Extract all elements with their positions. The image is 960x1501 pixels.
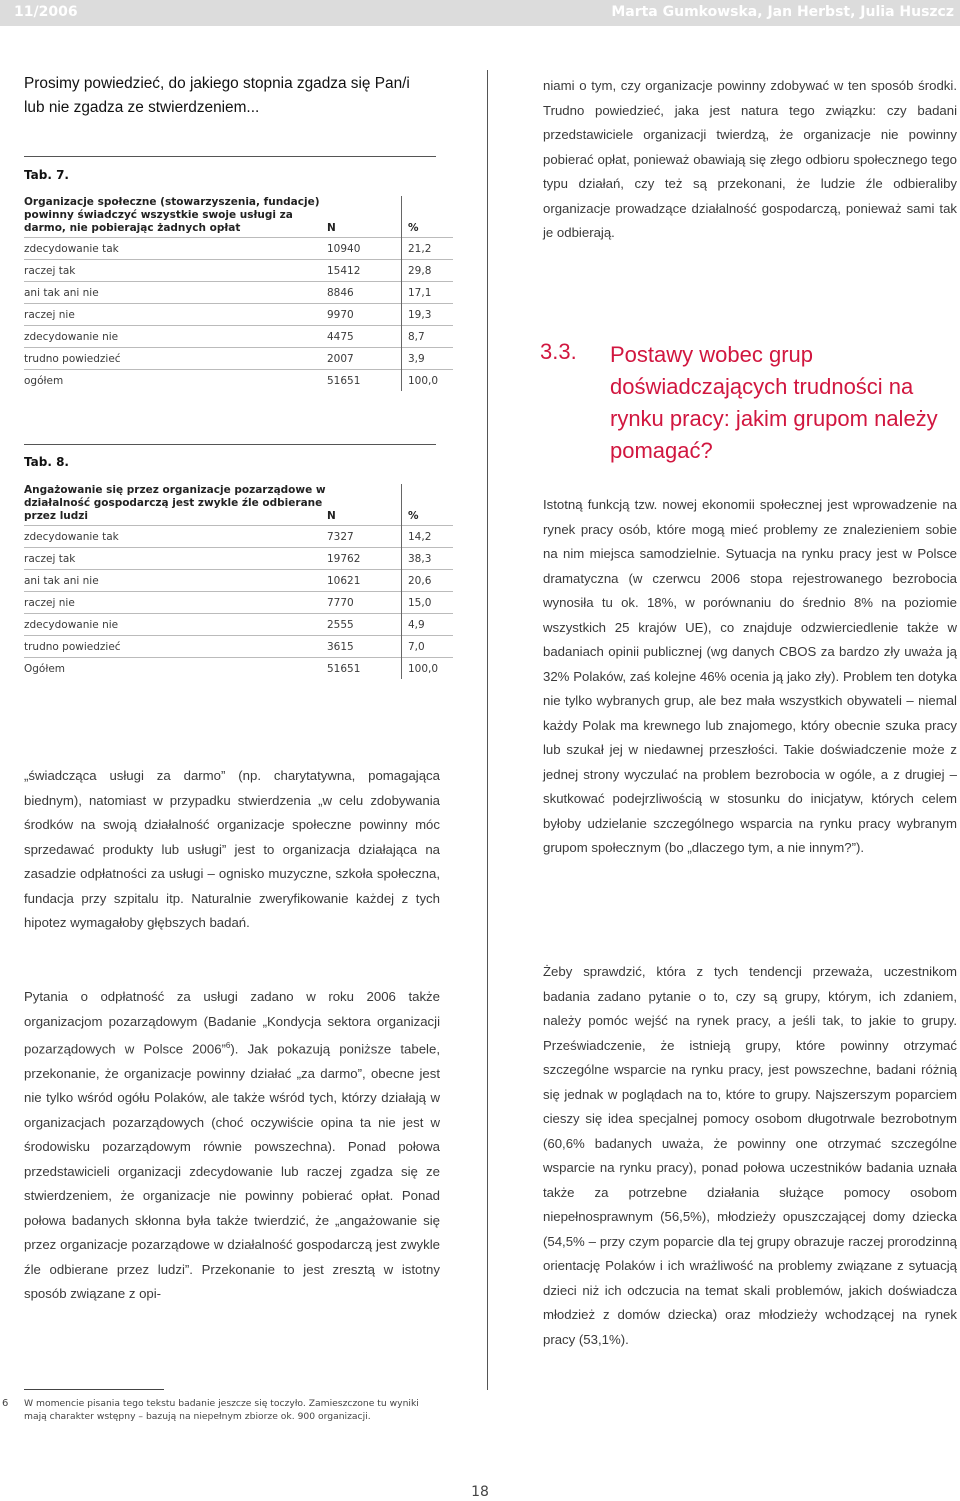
table-cell: 20,6: [402, 570, 454, 592]
left-paragraph-1: „świadcząca usługi za darmo” (np. charytatywna, pomagająca biednym), natomiast w przypadku stwierdzenia „w celu zdobywania środków na swoją działalność organizacje społeczne powinny móc sprzedawać produkty lub usługi” jest to organizacja działająca na zasadzie odpłatności za usługi – ognisko muzyczne, szkoła społeczna, fundacja przy szpitalu itp. Naturalnie zweryfikowanie każdej z tych hipotez wymagałoby głębszych badań.: [24, 768, 440, 930]
table-header-cell: Angażowanie się przez organizacje pozarządowe w działalność gospodarczą jest zwykle źle odbierane przez ludzi: [24, 484, 326, 522]
footnote-ref: 6: [225, 1041, 231, 1050]
table-row: [24, 614, 453, 636]
table-cell: 15412: [327, 260, 402, 282]
right-paragraph-3: Żeby sprawdzić, która z tych tendencji przeważa, uczestnikom badania zadano pytanie o to, czy są grupy, którym, ich zdaniem, należy pomóc wejść na rynek pracy, a jeśli tak, to jakie to grupy. Przeświadczenie, że istnieją grupy, które powinny otrzymać szczególne wsparcie na rynku pracy, jest powszechne, badani różnią się jednak w poglądach na to, które to grupy. Najszerszym poparciem cieszy się idea specjalnej pomocy osobom długotrwale bezrobotnym (60,6% badanych uważa, że powinny one otrzymać szczególne wsparcie na rynku pracy), ponad połowa uczestników badania uznała także za potrzebne działania służące pomocy osobom niepełnosprawnym (56,5%), młodzieży opuszczającej domy dziecka (54,5% – przy czym poparcie dla tej grupy obrazuje raczej prorodzinną orientację Polaków i ich wrażliwość na problemy związane z sytuacją dzieci niż ich odczucia na temat skali problemów, jakich doświadcza młodzież z domów dziecka) oraz młodzieży wchodzącej na rynek pracy (53,1%).: [543, 964, 957, 1347]
table-cell: zdecydowanie nie: [24, 614, 327, 636]
table-cell: Ogółem: [24, 658, 327, 680]
table-row: [24, 304, 453, 326]
table-header-cell: N: [327, 196, 402, 238]
table-header-cell: %: [408, 222, 419, 234]
table-cell: 2555: [327, 614, 402, 636]
table-row: [24, 636, 453, 658]
issue-number: 11/2006: [14, 4, 78, 20]
table-cell: 8846: [327, 282, 402, 304]
tab7-table: [24, 196, 453, 391]
tab7-rule: [24, 156, 436, 157]
table-header-cell: %: [408, 510, 419, 522]
table-cell: raczej tak: [24, 548, 327, 570]
table-cell: raczej nie: [24, 304, 327, 326]
tab8-table: [24, 484, 453, 679]
table-header-row: [24, 196, 453, 238]
column-divider: [487, 70, 488, 1390]
tab8-rule: [24, 444, 436, 445]
right-paragraph-2: Istotną funkcją tzw. nowej ekonomii społecznej jest wprowadzenie na rynek pracy osób, które mogą mieć problemy ze znalezieniem sobie na nim miejsca samodzielnie. Sytuacja na rynku pracy jest w Polsce dramatyczna (w czerwcu 2006 stopa rejestrowanego bezrobocia wynosiła tu ok. 18%, w porównaniu do średnio 8% na poziomie wszystkich 25 krajów UE), co znajduje odzwierciedlenie także w badaniach opinii publicznej (wg danych CBOS za bardzo zły uważa ją 32% Polaków, zaś kolejne 46% ocenia ją jako zły). Problem ten dotyka nie tylko wybranych grup, ale bez mała wszystkich obywateli – niemal każdy Polak ma krewnego lub znajomego, który obecnie szuka pracy lub szukał jej w niedawnej przeszłości. Takie doświadczenie może z jednej strony wyczulać na problem bezrobocia w ogóle, a z drugiej – skutkować podejrzliwością w stosunku do inicjatyw, których celem byłoby udzielanie szczególnego wsparcia na rynku pracy wybranym grupom społecznym (bo „dlaczego tym, a nie innym?”).: [543, 497, 957, 855]
footnote-rule: [24, 1389, 164, 1390]
table-cell: 38,3: [402, 548, 454, 570]
table-row: [24, 526, 453, 548]
table-cell: 2007: [327, 348, 402, 370]
table-cell: 14,2: [402, 526, 454, 548]
table-cell: 7,0: [402, 636, 454, 658]
page-number: [0, 1484, 960, 1500]
table-cell: 3,9: [402, 348, 454, 370]
section-number: 3.3.: [540, 339, 577, 364]
tab7-label: Tab. 7.: [24, 168, 69, 182]
table-cell: 19,3: [402, 304, 454, 326]
table-header-cell: Organizacje społeczne (stowarzyszenia, fundacje) powinny świadczyć wszystkie swoje usługi za darmo, nie pobierając żadnych opłat: [24, 196, 320, 234]
table-cell: 3615: [327, 636, 402, 658]
table-cell: 19762: [327, 548, 402, 570]
authors: Marta Gumkowska, Jan Herbst, Julia Huszcz: [611, 4, 954, 20]
right-paragraph-1: niami o tym, czy organizacje powinny zdobywać w ten sposób środki. Trudno powiedzieć, jaka jest natura tego związku: czy badani przedstawiciele organizacji twierdzą, że organizacje nie powinny pobierać opłat, ponieważ obawiają się złego odbioru społecznego tego typu działań, czy też są przekonani, że ludzie źle odbieraliby organizacje prowadzące działalność gospodarczą, ponieważ sami tak je odbierają.: [543, 78, 957, 240]
table-cell: raczej tak: [24, 260, 327, 282]
table-cell: ani tak ani nie: [24, 282, 327, 304]
table-cell: 4475: [327, 326, 402, 348]
left-paragraph-2-part1: Pytania o odpłatność za usługi zadano w roku 2006 także organizacjom pozarządowym (Badanie „Kondycja sektora organizacji pozarządowych w Polsce 2006”: [24, 989, 440, 1057]
table-cell: 10940: [327, 238, 402, 260]
table-cell: 8,7: [402, 326, 454, 348]
table-cell: 10621: [327, 570, 402, 592]
table-cell: 51651: [327, 658, 402, 680]
table-cell: 17,1: [402, 282, 454, 304]
table-cell: 51651: [327, 370, 402, 392]
table-cell: 21,2: [402, 238, 454, 260]
page-number-text: 18: [471, 1484, 489, 1500]
table-cell: ani tak ani nie: [24, 570, 327, 592]
table-cell: 100,0: [402, 658, 454, 680]
table-cell: trudno powiedzieć: [24, 636, 327, 658]
table-cell: 15,0: [402, 592, 454, 614]
table-row: [24, 238, 453, 260]
table-cell: 7770: [327, 592, 402, 614]
table-cell: 29,8: [402, 260, 454, 282]
table-row: [24, 658, 453, 680]
table-cell: trudno powiedzieć: [24, 348, 327, 370]
footnote-mark: 6: [2, 1398, 9, 1409]
table-header-cell: N: [327, 484, 402, 526]
table-row: [24, 370, 453, 392]
left-paragraph-2: [24, 985, 440, 1307]
table-cell: zdecydowanie tak: [24, 526, 327, 548]
table-cell: zdecydowanie nie: [24, 326, 327, 348]
section-title: Postawy wobec grup doświadczających trudności na rynku pracy: jakim grupom należy pomagać?: [610, 342, 938, 463]
table-cell: 9970: [327, 304, 402, 326]
table-cell: raczej nie: [24, 592, 327, 614]
table-cell: 100,0: [402, 370, 454, 392]
table-row: [24, 548, 453, 570]
tab8-label: Tab. 8.: [24, 455, 69, 469]
table-header-row: [24, 484, 453, 526]
table-row: [24, 570, 453, 592]
table-row: [24, 326, 453, 348]
table-cell: zdecydowanie tak: [24, 238, 327, 260]
table-row: [24, 282, 453, 304]
table-cell: 4,9: [402, 614, 454, 636]
footnote-text: W momencie pisania tego tekstu badanie jeszcze się toczyło. Zamieszczone tu wyniki mają charakter wstępny – bazują na niepełnym zbiorze ok. 900 organizacji.: [24, 1398, 419, 1422]
table-row: [24, 592, 453, 614]
running-header: [0, 0, 960, 26]
table-cell: ogółem: [24, 370, 327, 392]
table-cell: 7327: [327, 526, 402, 548]
left-paragraph-2-part2: ). Jak pokazują poniższe tabele, przekonanie, że organizacje powinny działać „za darmo”, obecne jest nie tylko wśród ogółu Polaków, ale także wśród tych, którzy działają w organizacjach pozarządowych (choć oczywiście opina ta nie jest w środowisku pozarządowym równie powszechna). Ponad połowa przedstawicieli organizacji zdecydowanie lub raczej zgadza się ze stwierdzeniem, że organizacje nie powinny pobierać opłat. Ponad połowa badanych skłonna była także twierdzić, że „angażowanie się przez organizacje pozarządowe w działalność gospodarczą jest zwykle źle odbierane przez ludzi”. Przekonanie to jest zresztą w istotny sposób związane z opi-: [24, 1041, 440, 1302]
table-row: [24, 348, 453, 370]
table-row: [24, 260, 453, 282]
question-intro: Prosimy powiedzieć, do jakiego stopnia zgadza się Pan/i lub nie zgadza ze stwierdzeniem...: [24, 75, 410, 116]
